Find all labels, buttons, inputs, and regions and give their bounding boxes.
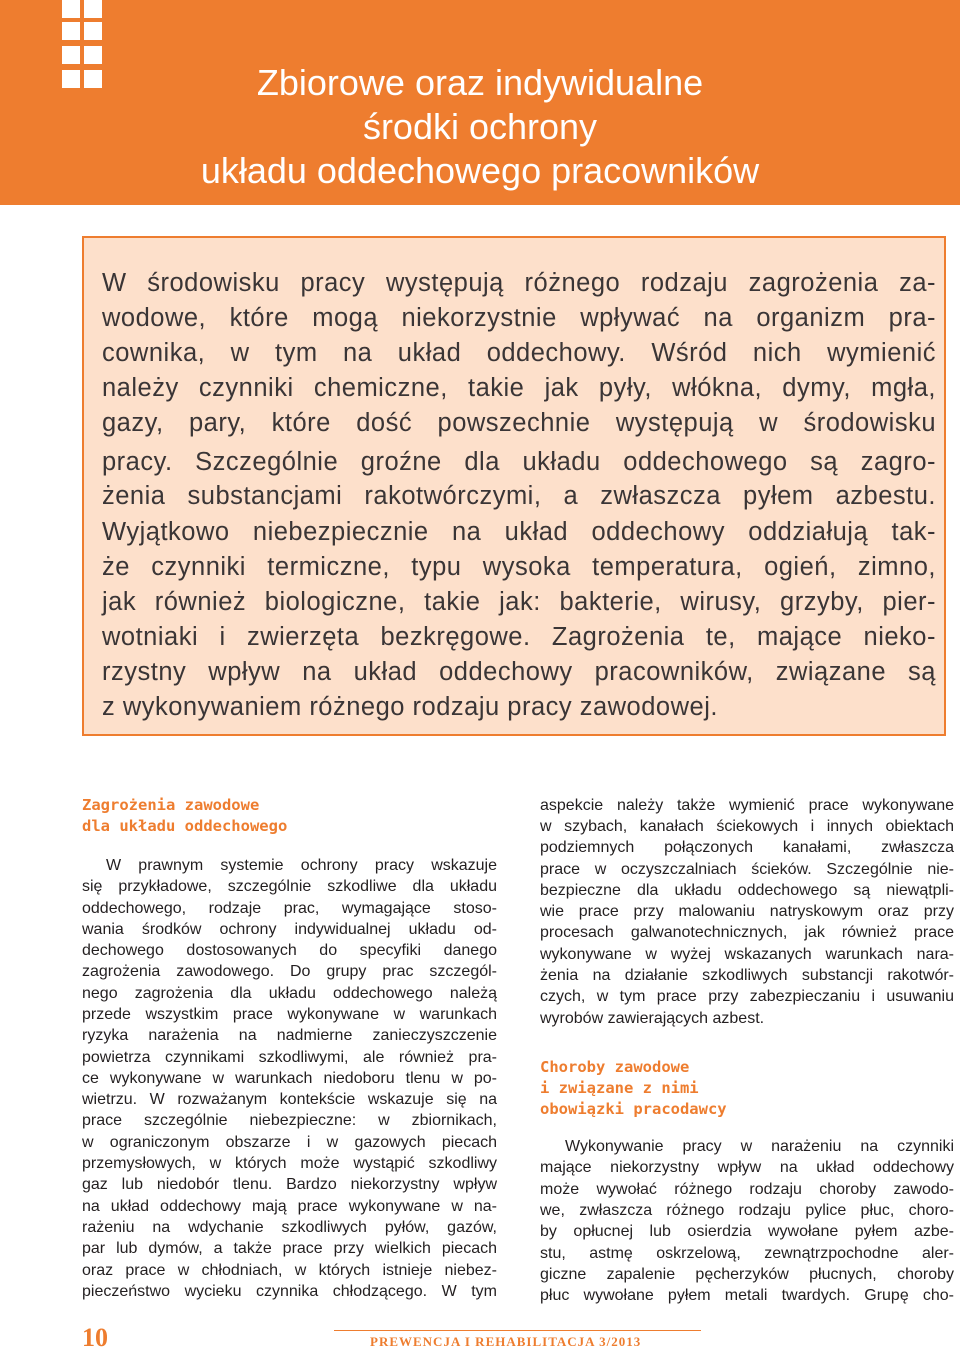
body-line: we, zwłaszcza różnego rodzaju pylice płuc, choro-	[540, 1202, 954, 1219]
body-line: w ograniczonym obszarze i w gazowych piecach	[82, 1134, 497, 1151]
body-line: aspekcie należy także wymienić prace wykonywane	[540, 797, 954, 814]
intro-line: pracy. Szczególnie groźne dla układu oddechowego są zagro-	[102, 448, 936, 476]
body-line: płuc wywołane pyłem metali twardych. Grupę cho-	[540, 1287, 954, 1304]
body-line: oddechowego, rodzaje prac, wymagające stoso-	[82, 900, 497, 917]
body-line: gaz lub niedobór tlenu. Bardzo niekorzystny wpływ	[82, 1176, 497, 1193]
body-line: stu, astmę oskrzelową, zewnątrzpochodne aler-	[540, 1245, 954, 1262]
page-title	[0, 0, 960, 205]
section-heading: Zagrożenia zawodowe	[82, 796, 260, 814]
body-line: Wykonywanie pracy w narażeniu na czynniki	[565, 1138, 954, 1155]
body-line: podziemnych połączonych kanałami, zwłaszcza	[540, 839, 954, 856]
title-line: Zbiorowe oraz indywidualne	[256, 62, 704, 103]
title-line: środki ochrony	[362, 106, 598, 147]
title-line: układu oddechowego pracowników	[200, 150, 760, 191]
section-heading: obowiązki pracodawcy	[540, 1100, 727, 1118]
footer-divider	[334, 1330, 701, 1331]
intro-line: rzystny wpływ na układ oddechowy pracowników, związane są	[102, 658, 936, 686]
body-line: przemysłowych, w których może wystąpić szkodliwy	[82, 1155, 497, 1172]
body-line: może wywołać różnego rodzaju choroby zawodo-	[540, 1181, 954, 1198]
body-line: par lub dymów, a także prace przy wielkich piecach	[82, 1240, 497, 1257]
intro-line: jak również biologiczne, takie jak: bakterie, wirusy, grzyby, pier-	[102, 588, 936, 616]
body-line: przede wszystkim prace wykonywane w warunkach	[82, 1006, 497, 1023]
body-line: powietrza czynnikami szkodliwymi, ale również pra-	[82, 1049, 497, 1066]
body-line: pieczeństwo wycieku czynnika chłodzącego. W tym	[82, 1283, 497, 1300]
body-line: na układ oddechowy mają prace wykonywane w na-	[82, 1198, 497, 1215]
body-line: się przykładowe, szczególnie szkodliwe dla układu	[82, 878, 497, 895]
body-line: nego zagrożenia dla układu oddechowego należą	[82, 985, 497, 1002]
body-line: ce wykonywane w warunkach niedoboru tlenu w po-	[82, 1070, 497, 1087]
section-heading: i związane z nimi	[540, 1079, 699, 1097]
body-line: giczne zapalenie pęcherzyków płucnych, choroby	[540, 1266, 954, 1283]
intro-line: że czynniki termiczne, typu wysoka temperatura, ogień, zimno,	[102, 553, 936, 581]
page-number: 10	[82, 1323, 108, 1352]
intro-line: wotniaki i zwierzęta bezkręgowe. Zagrożenia te, mające nieko-	[102, 623, 936, 651]
body-line: mające niekorzystny wpływ na układ oddechowy	[540, 1159, 954, 1176]
body-line: ryzyka narażenia na nadmierne zanieczyszczenie	[82, 1027, 497, 1044]
section-heading: Choroby zawodowe	[540, 1058, 690, 1076]
intro-line: wodowe, które mogą niekorzystnie wpływać na organizm pra-	[102, 304, 936, 332]
body-line: dechowego dostosowanych do specyfiki danego	[82, 942, 497, 959]
body-line: w szybach, kanałach ściekowych i innych obiektach	[540, 818, 954, 835]
body-line: wyrobów zawierających azbest.	[540, 1010, 765, 1027]
body-line: żenia na działanie szkodliwych substancji rakotwór-	[540, 967, 954, 984]
intro-line: należy czynniki chemiczne, takie jak pyły, włókna, dymy, mgła,	[102, 374, 936, 402]
body-line: czych, w tym prace przy zabezpieczaniu i usuwaniu	[540, 988, 954, 1005]
intro-line: Wyjątkowo niebezpiecznie na układ oddechowy oddziałują tak-	[102, 518, 936, 546]
body-line: zagrożenia zawodowego. Do grupy prac szczegól-	[82, 963, 497, 980]
body-line: wykonywane w wyżej wskazanych warunkach nara-	[540, 946, 954, 963]
intro-line: z wykonywaniem różnego rodzaju pracy zawodowej.	[102, 693, 718, 721]
body-line: by opłucnej lub osierdzia wywołane pyłem azbe-	[540, 1223, 954, 1240]
body-line: procesach galwanotechnicznych, jak również prace	[540, 924, 954, 941]
body-line: bezpieczne dla układu oddechowego są niewątpli-	[540, 882, 954, 899]
body-line: prace szczególnie niebezpieczne: w zbiornikach,	[82, 1112, 497, 1129]
body-line: wietrzu. W rozważanym kontekście wskazuje się na	[82, 1091, 497, 1108]
body-line: rażeniu na wdychanie szkodliwych pyłów, gazów,	[82, 1219, 497, 1236]
body-line: prace w oczyszczalniach ścieków. Szczególnie nie-	[540, 861, 954, 878]
intro-line: cownika, w tym na układ oddechowy. Wśród nich wymienić	[102, 339, 936, 367]
body-line: W prawnym systemie ochrony pracy wskazuje	[106, 857, 497, 874]
body-line: wania środków ochrony indywidualnej układu od-	[82, 921, 497, 938]
body-line: oraz prace w chłodniach, w których istnieje niebez-	[82, 1262, 497, 1279]
intro-line: W środowisku pracy występują różnego rodzaju zagrożenia za-	[102, 269, 936, 297]
body-line: wie prace przy malowaniu natryskowym oraz przy	[540, 903, 954, 920]
publication-name: PREWENCJA I REHABILITACJA 3/2013	[370, 1334, 642, 1349]
intro-line: gazy, pary, które dość powszechnie występują w środowisku	[102, 409, 936, 437]
section-heading: dla układu oddechowego	[82, 817, 288, 835]
intro-line: żenia substancjami rakotwórczymi, a zwłaszcza pyłem azbestu.	[102, 482, 936, 510]
